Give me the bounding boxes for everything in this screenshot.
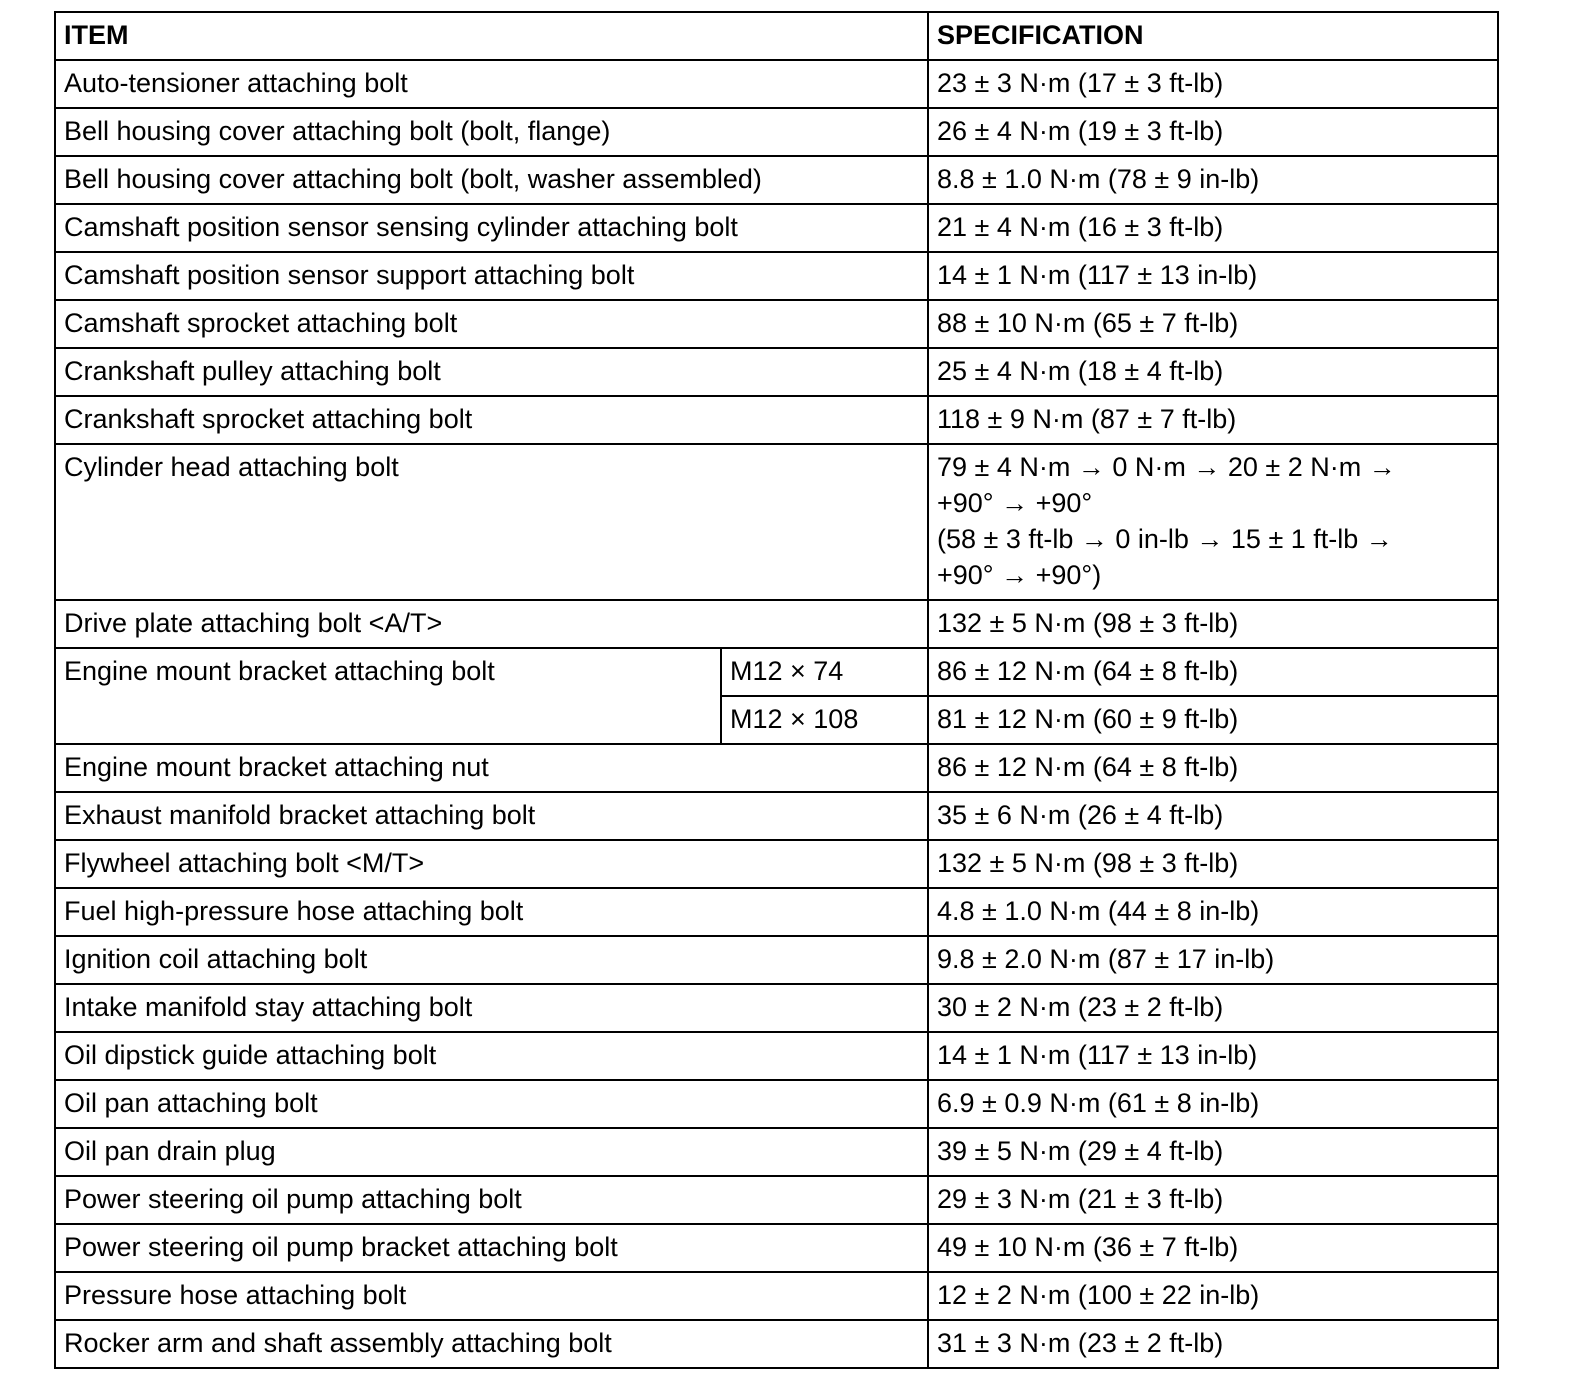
table-row [55, 984, 1498, 1032]
table-row [55, 1320, 1498, 1368]
spec-cell: 30 ± 2 N·m (23 ± 2 ft-lb) [928, 984, 1498, 1032]
spec-cell: 39 ± 5 N·m (29 ± 4 ft-lb) [928, 1128, 1498, 1176]
item-cell: Camshaft position sensor sensing cylinder attaching bolt [55, 204, 928, 252]
table-row [55, 888, 1498, 936]
item-cell: Pressure hose attaching bolt [55, 1272, 928, 1320]
item-cell: Engine mount bracket attaching nut [55, 744, 928, 792]
table-row [55, 348, 1498, 396]
table-row [55, 1128, 1498, 1176]
item-cell: Crankshaft pulley attaching bolt [55, 348, 928, 396]
table-row [55, 1272, 1498, 1320]
item-cell: Drive plate attaching bolt <A/T> [55, 600, 928, 648]
table-row [55, 204, 1498, 252]
spec-cell: 86 ± 12 N·m (64 ± 8 ft-lb) [928, 648, 1498, 696]
table-row [55, 744, 1498, 792]
table-row [55, 1176, 1498, 1224]
item-cell: Rocker arm and shaft assembly attaching bolt [55, 1320, 928, 1368]
item-cell: Crankshaft sprocket attaching bolt [55, 396, 928, 444]
table-row [55, 936, 1498, 984]
item-cell: Oil pan attaching bolt [55, 1080, 928, 1128]
table-row [55, 444, 1498, 600]
item-cell: Engine mount bracket attaching bolt [55, 648, 721, 744]
item-cell: Camshaft position sensor support attaching bolt [55, 252, 928, 300]
spec-cell: 14 ± 1 N·m (117 ± 13 in-lb) [928, 1032, 1498, 1080]
item-cell: Bell housing cover attaching bolt (bolt, flange) [55, 108, 928, 156]
table-body [55, 60, 1498, 1368]
table-row [55, 1080, 1498, 1128]
spec-cell: 118 ± 9 N·m (87 ± 7 ft-lb) [928, 396, 1498, 444]
table-row [55, 1032, 1498, 1080]
spec-cell: 31 ± 3 N·m (23 ± 2 ft-lb) [928, 1320, 1498, 1368]
bolt-size-cell: M12 × 108 [721, 696, 928, 744]
spec-cell: 9.8 ± 2.0 N·m (87 ± 17 in-lb) [928, 936, 1498, 984]
spec-cell: 49 ± 10 N·m (36 ± 7 ft-lb) [928, 1224, 1498, 1272]
bolt-size-cell: M12 × 74 [721, 648, 928, 696]
spec-cell: 132 ± 5 N·m (98 ± 3 ft-lb) [928, 840, 1498, 888]
item-cell: Camshaft sprocket attaching bolt [55, 300, 928, 348]
spec-cell: 6.9 ± 0.9 N·m (61 ± 8 in-lb) [928, 1080, 1498, 1128]
item-cell: Exhaust manifold bracket attaching bolt [55, 792, 928, 840]
spec-cell: 25 ± 4 N·m (18 ± 4 ft-lb) [928, 348, 1498, 396]
spec-cell: 132 ± 5 N·m (98 ± 3 ft-lb) [928, 600, 1498, 648]
header-row [55, 12, 1498, 60]
spec-cell: 79 ± 4 N·m → 0 N·m → 20 ± 2 N·m → +90° → +90° (58 ± 3 ft-lb → 0 in-lb → 15 ± 1 ft-lb → +90° → +90°) [928, 444, 1498, 600]
spec-cell: 26 ± 4 N·m (19 ± 3 ft-lb) [928, 108, 1498, 156]
spec-cell: 23 ± 3 N·m (17 ± 3 ft-lb) [928, 60, 1498, 108]
table-row [55, 1224, 1498, 1272]
item-cell: Intake manifold stay attaching bolt [55, 984, 928, 1032]
item-cell: Ignition coil attaching bolt [55, 936, 928, 984]
torque-spec-table [54, 11, 1499, 1369]
table-row [55, 648, 1498, 696]
spec-cell: 8.8 ± 1.0 N·m (78 ± 9 in-lb) [928, 156, 1498, 204]
specification-column-header: SPECIFICATION [928, 12, 1498, 60]
item-cell: Auto-tensioner attaching bolt [55, 60, 928, 108]
spec-cell: 21 ± 4 N·m (16 ± 3 ft-lb) [928, 204, 1498, 252]
spec-cell: 4.8 ± 1.0 N·m (44 ± 8 in-lb) [928, 888, 1498, 936]
item-cell: Power steering oil pump attaching bolt [55, 1176, 928, 1224]
table-row [55, 156, 1498, 204]
spec-cell: 35 ± 6 N·m (26 ± 4 ft-lb) [928, 792, 1498, 840]
item-cell: Power steering oil pump bracket attaching bolt [55, 1224, 928, 1272]
table-row [55, 792, 1498, 840]
table-row [55, 600, 1498, 648]
spec-cell: 86 ± 12 N·m (64 ± 8 ft-lb) [928, 744, 1498, 792]
table-row [55, 252, 1498, 300]
table-row [55, 60, 1498, 108]
item-cell: Cylinder head attaching bolt [55, 444, 928, 600]
spec-cell: 29 ± 3 N·m (21 ± 3 ft-lb) [928, 1176, 1498, 1224]
item-cell: Fuel high-pressure hose attaching bolt [55, 888, 928, 936]
table-row [55, 108, 1498, 156]
item-column-header: ITEM [55, 12, 928, 60]
item-cell: Oil pan drain plug [55, 1128, 928, 1176]
table-row [55, 840, 1498, 888]
item-cell: Bell housing cover attaching bolt (bolt, washer assembled) [55, 156, 928, 204]
table-row [55, 300, 1498, 348]
spec-cell: 12 ± 2 N·m (100 ± 22 in-lb) [928, 1272, 1498, 1320]
item-cell: Oil dipstick guide attaching bolt [55, 1032, 928, 1080]
item-cell: Flywheel attaching bolt <M/T> [55, 840, 928, 888]
table-row [55, 396, 1498, 444]
spec-cell: 14 ± 1 N·m (117 ± 13 in-lb) [928, 252, 1498, 300]
spec-cell: 81 ± 12 N·m (60 ± 9 ft-lb) [928, 696, 1498, 744]
spec-cell: 88 ± 10 N·m (65 ± 7 ft-lb) [928, 300, 1498, 348]
